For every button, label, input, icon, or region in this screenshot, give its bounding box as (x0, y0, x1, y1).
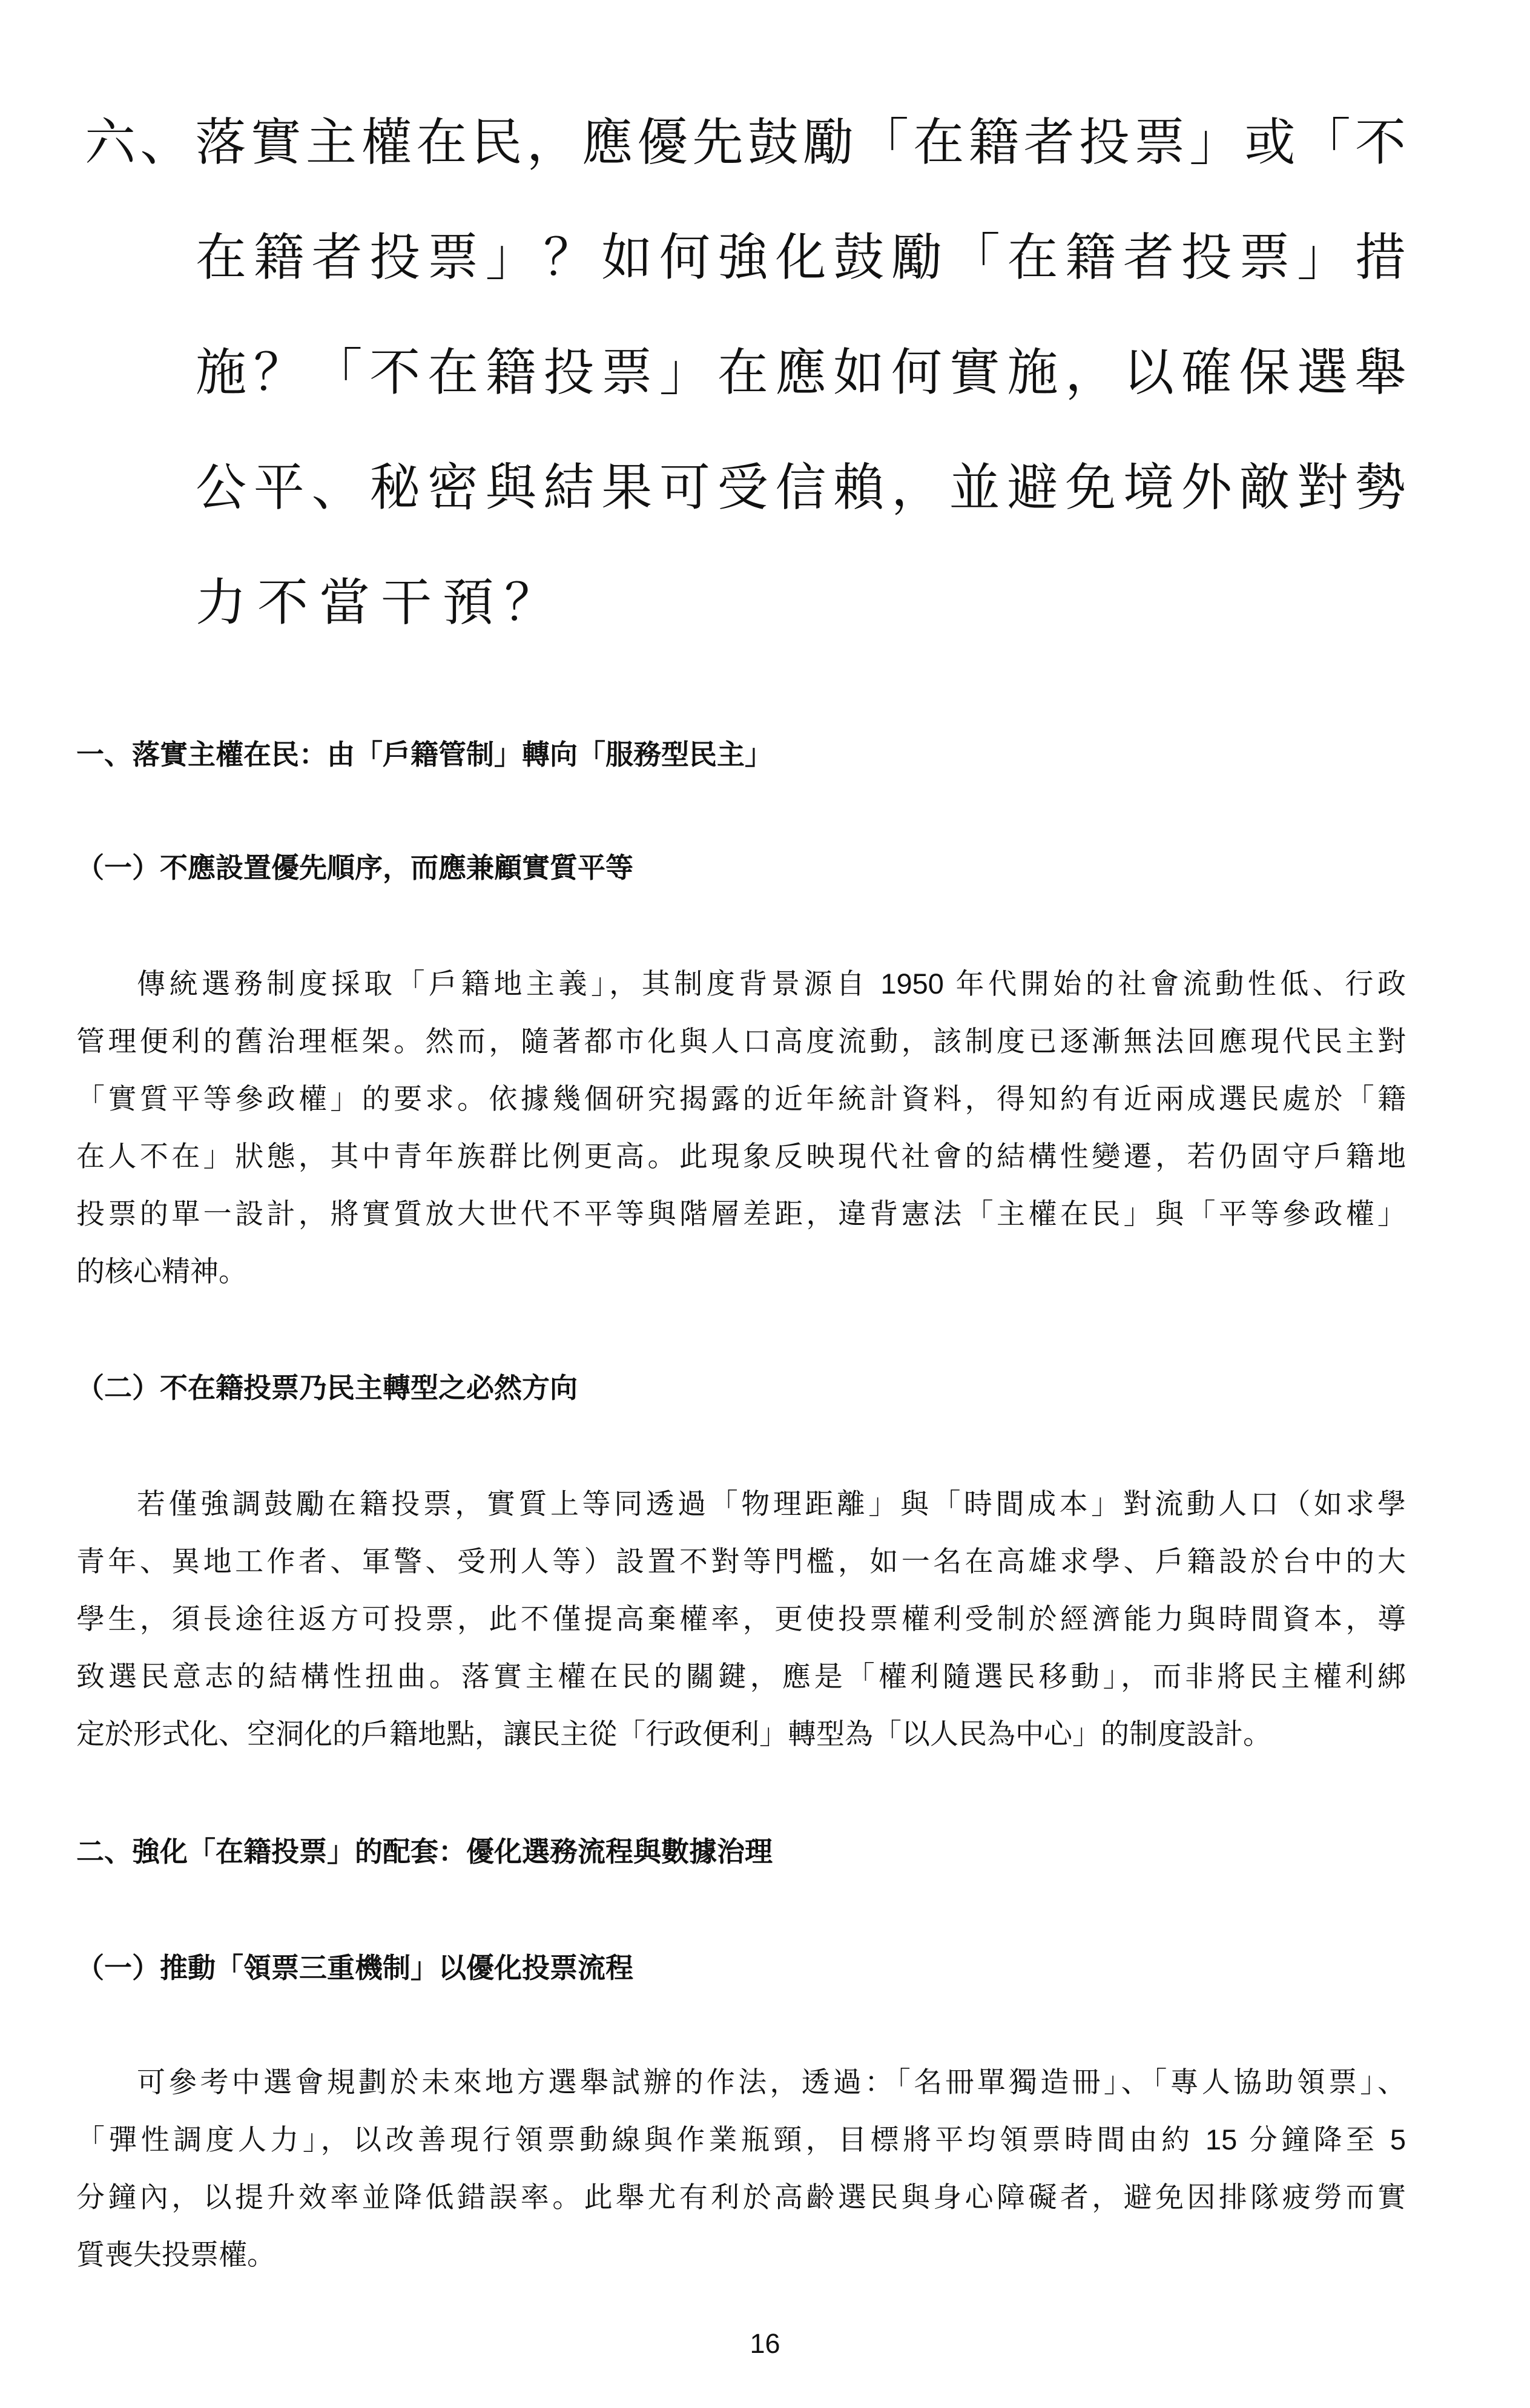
paragraph-line: 管理便利的舊治理框架。然而，隨著都市化與人口高度流動，該制度已逐漸無法回應現代民主對 (76, 1025, 1406, 1057)
paragraph-line: 的核心精神。 (76, 1255, 247, 1287)
section-2-1-heading: （一）推動「領票三重機制」以優化投票流程 (76, 1952, 633, 1984)
title-line: 公平、秘密與結果可受信賴，並避免境外敵對勢 (196, 458, 1406, 517)
section-2-heading: 二、強化「在籍投票」的配套：優化選務流程與數據治理 (76, 1836, 773, 1867)
section-1-2-heading: （二）不在籍投票乃民主轉型之必然方向 (76, 1372, 578, 1404)
section-2-1-paragraph (76, 2064, 1406, 2294)
question-title (76, 112, 1406, 687)
paragraph-line: 學生，須長途往返方可投票，此不僅提高棄權率，更使投票權利受制於經濟能力與時間資本，導 (76, 1603, 1406, 1635)
title-line: 六、落實主權在民，應優先鼓勵「在籍者投票」或「不 (85, 113, 1406, 172)
paragraph-line: 在人不在」狀態，其中青年族群比例更高。此現象反映現代社會的結構性變遷，若仍固守戶籍地 (76, 1140, 1406, 1172)
paragraph-line: 質喪失投票權。 (76, 2238, 275, 2271)
section-1-2-paragraph (76, 1486, 1406, 1773)
paragraph-line: 青年、異地工作者、軍警、受刑人等）設置不對等門檻，如一名在高雄求學、戶籍設於台中的大 (76, 1545, 1406, 1577)
paragraph-line: 定於形式化、空洞化的戶籍地點，讓民主從「行政便利」轉型為「以人民為中心」的制度設計。 (76, 1718, 1271, 1750)
section-1-heading: 一、落實主權在民：由「戶籍管制」轉向「服務型民主」 (76, 739, 773, 770)
paragraph-line: 「彈性調度人力」，以改善現行領票動線與作業瓶頸，目標將平均領票時間由約 15 分鐘降至 5 (76, 2123, 1406, 2156)
title-line: 在籍者投票」？如何強化鼓勵「在籍者投票」措 (196, 228, 1406, 287)
title-line: 力不當干預？ (196, 573, 567, 632)
section-1-1-heading: （一）不應設置優先順序，而應兼顧實質平等 (76, 852, 633, 883)
page-number: 16 (750, 2328, 780, 2359)
title-line: 施？「不在籍投票」在應如何實施，以確保選舉 (196, 343, 1406, 402)
paragraph-line: 傳統選務制度採取「戶籍地主義」，其制度背景源自 1950 年代開始的社會流動性低、行政 (137, 968, 1406, 1000)
paragraph-line: 投票的單一設計，將實質放大世代不平等與階層差距，違背憲法「主權在民」與「平等參政權」 (76, 1198, 1406, 1230)
paragraph-line: 若僅強調鼓勵在籍投票，實質上等同透過「物理距離」與「時間成本」對流動人口（如求學 (137, 1488, 1406, 1520)
paragraph-line: 分鐘內，以提升效率並降低錯誤率。此舉尤有利於高齡選民與身心障礙者，避免因排隊疲勞而實 (76, 2181, 1406, 2213)
paragraph-line: 致選民意志的結構性扭曲。落實主權在民的關鍵，應是「權利隨選民移動」，而非將民主權利綁 (76, 1660, 1406, 1692)
section-1-1-paragraph (76, 966, 1406, 1311)
paragraph-line: 「實質平等參政權」的要求。依據幾個研究揭露的近年統計資料，得知約有近兩成選民處於「籍 (76, 1083, 1406, 1115)
paragraph-line: 可參考中選會規劃於未來地方選舉試辦的作法，透過：「名冊單獨造冊」、「專人協助領票」、 (137, 2066, 1406, 2098)
